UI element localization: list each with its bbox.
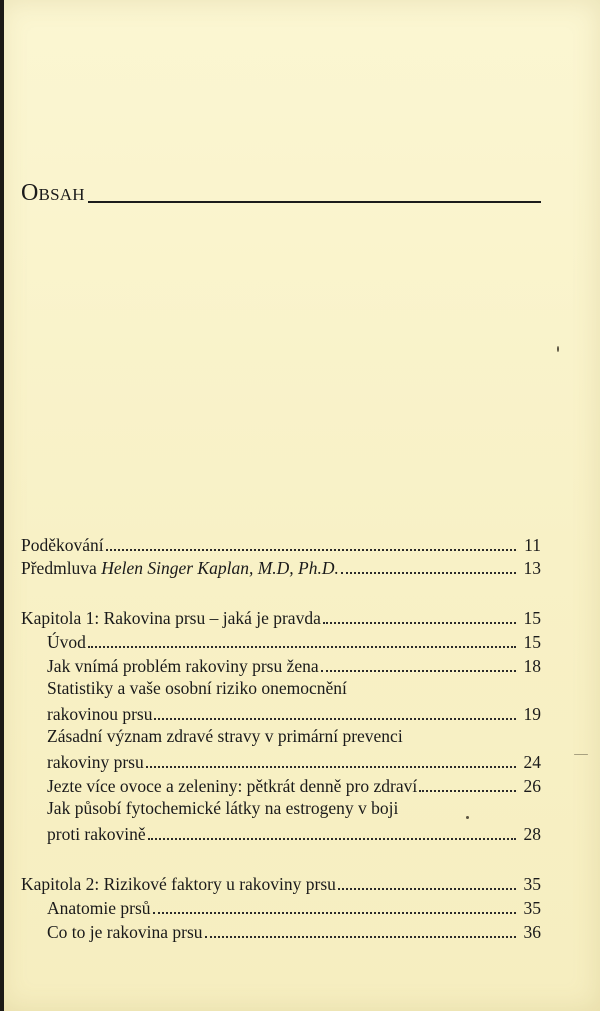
toc-page-number: 13: [523, 558, 541, 578]
toc-page-number: 36: [523, 922, 541, 942]
toc-section-jak-vnima[interactable]: [47, 652, 541, 676]
toc-section-label: rakoviny prsu: [47, 752, 144, 772]
toc-page-number: 18: [523, 656, 541, 676]
toc-section-label: Úvod: [47, 632, 86, 652]
toc-section-jak-pusobi[interactable]: [47, 820, 541, 844]
toc-section-anatomie[interactable]: [47, 894, 541, 918]
paper-speck: [466, 816, 469, 819]
contents-title-rest: BSAH: [38, 185, 85, 204]
toc-section-zasadni-vyznam[interactable]: [47, 748, 541, 772]
toc-entry-label-plain: Předmluva: [21, 558, 102, 578]
toc-section-label: Anatomie prsů: [47, 898, 151, 918]
dot-leader: [88, 643, 516, 648]
dot-leader: [321, 667, 516, 672]
toc-section-jezte-vice[interactable]: [47, 772, 541, 796]
dot-leader: [205, 933, 516, 938]
toc-section-label: Co to je rakovina prsu: [47, 922, 203, 942]
dot-leader: [148, 835, 516, 840]
toc-chapter-1[interactable]: [21, 604, 541, 628]
toc-page-number: 15: [523, 608, 541, 628]
toc-section-co-to-je[interactable]: [47, 918, 541, 942]
dot-leader: [146, 763, 516, 768]
toc-section-label: Jak vnímá problém rakoviny prsu žena: [47, 656, 319, 676]
toc-page-number: 35: [523, 874, 541, 894]
contents-title-initial: O: [21, 180, 39, 206]
toc-entry-predmluva[interactable]: [21, 554, 541, 578]
dot-leader: [153, 909, 516, 914]
toc-entry-label: Poděkování: [21, 535, 104, 555]
toc-section-statistiky[interactable]: [47, 700, 541, 724]
toc-page-number: 26: [523, 776, 541, 796]
toc-page-number: 35: [523, 898, 541, 918]
toc-section-label: proti rakovině: [47, 824, 146, 844]
toc-page-number: 19: [523, 704, 541, 724]
toc-chapter-2[interactable]: [21, 870, 541, 894]
dot-leader: [323, 619, 516, 624]
toc-page-number: 11: [524, 535, 541, 555]
toc-section-label-line1[interactable]: Statistiky a vaše osobní riziko onemocnění: [47, 678, 347, 698]
dot-leader: [341, 569, 516, 574]
toc-page-number: 28: [523, 824, 541, 844]
toc-section-label: Jezte více ovoce a zeleniny: pětkrát denně pro zdraví: [47, 776, 418, 796]
dot-leader: [338, 885, 516, 890]
toc-section-label-line1[interactable]: Jak působí fytochemické látky na estrogeny v boji: [47, 798, 399, 818]
toc-entry-label-author: Helen Singer Kaplan, M.D, Ph.D.: [101, 558, 339, 578]
toc-chapter-title: Kapitola 2: Rizikové faktory u rakoviny prsu: [21, 874, 336, 894]
toc-section-label-line1[interactable]: Zásadní význam zdravé stravy v primární prevenci: [47, 726, 403, 746]
toc-page-number: 24: [523, 752, 541, 772]
paper-speck: [574, 754, 588, 755]
toc-section-label: rakovinou prsu: [47, 704, 153, 724]
dot-leader: [419, 787, 516, 792]
toc-entry-label: [21, 558, 339, 578]
toc-section-uvod[interactable]: [47, 628, 541, 652]
toc-page-number: 15: [523, 632, 541, 652]
toc-chapter-title: Kapitola 1: Rakovina prsu – jaká je pravda: [21, 608, 321, 628]
dot-leader: [106, 546, 516, 551]
toc-entry-podekovani[interactable]: [21, 531, 541, 555]
paper-speck: [557, 346, 559, 352]
dot-leader: [154, 715, 516, 720]
